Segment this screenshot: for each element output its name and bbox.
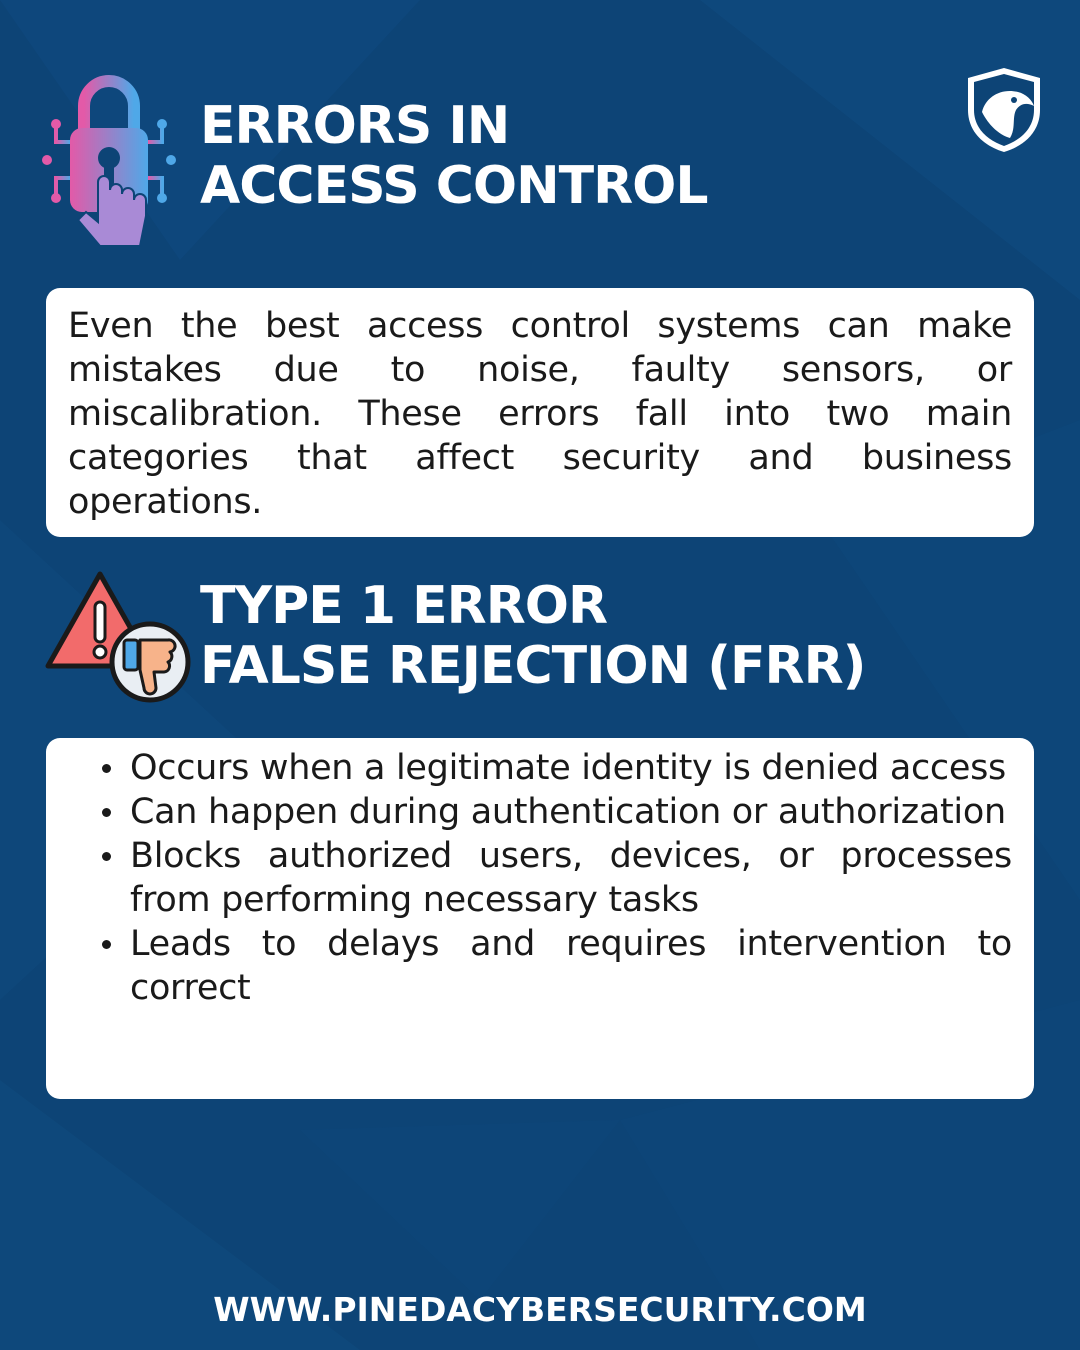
intro-card bbox=[46, 288, 1034, 537]
section-title-line-2: FALSE REJECTION (FRR) bbox=[200, 636, 866, 696]
bullet-card bbox=[46, 738, 1034, 1099]
section-title-line-1: TYPE 1 ERROR bbox=[200, 576, 607, 636]
list-item: Blocks authorized users, devices, or processes from performing necessary tasks bbox=[130, 836, 1012, 920]
footer-website-link[interactable]: WWW.PINEDACYBERSECURITY.COM bbox=[213, 1290, 867, 1329]
shield-eagle-logo bbox=[964, 66, 1044, 154]
list-item: Occurs when a legitimate identity is denied access bbox=[130, 746, 1012, 790]
bullet-list bbox=[68, 746, 1012, 1010]
page-title bbox=[200, 96, 708, 216]
intro-text: Even the best access control systems can make mistakes due to noise, faulty sensors, or miscalibration. These errors fall into two main categories that affect security and business operations. bbox=[68, 306, 1012, 522]
section-title bbox=[200, 576, 866, 696]
warning-thumbs-down-icon bbox=[44, 570, 194, 704]
page-title-line-1: ERRORS IN bbox=[200, 96, 510, 156]
page-title-line-2: ACCESS CONTROL bbox=[200, 156, 708, 216]
list-item: Can happen during authentication or authorization bbox=[130, 790, 1012, 834]
list-item: Leads to delays and requires intervention to correct bbox=[130, 924, 1012, 1008]
lock-circuit-hand-icon bbox=[42, 72, 176, 250]
